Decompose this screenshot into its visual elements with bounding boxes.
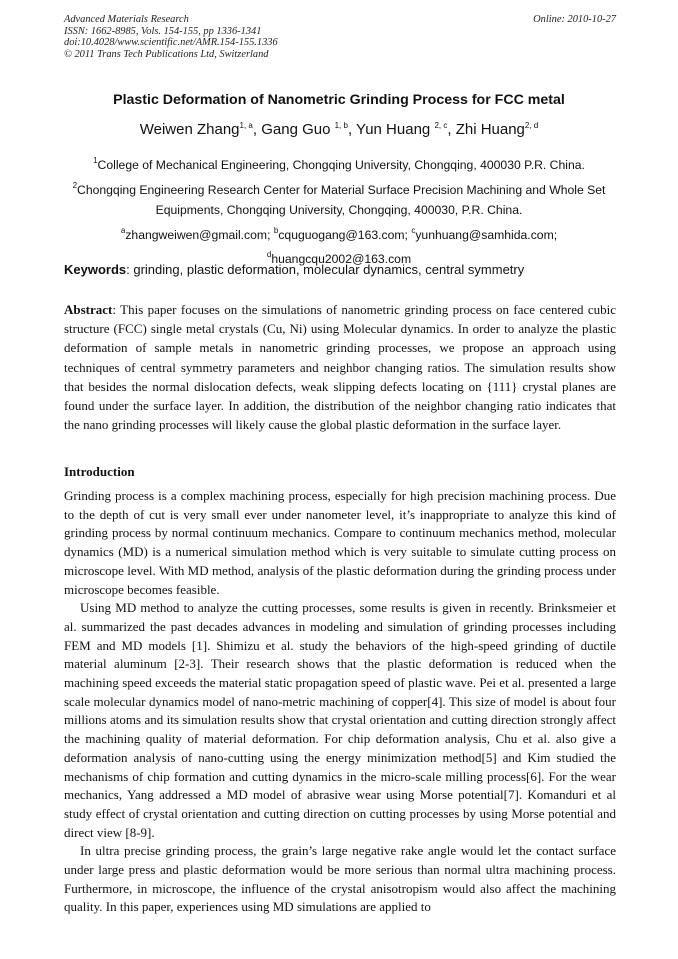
author-sup: 2, d <box>524 121 539 130</box>
affiliation-1 <box>40 151 638 176</box>
email-link[interactable]: zhangweiwen@gmail.com <box>125 227 268 242</box>
email-sup: b <box>273 225 279 235</box>
keywords <box>64 262 616 277</box>
section-heading: Introduction <box>64 464 135 479</box>
paper-title: Plastic Deformation of Nanometric Grinding Process for FCC metal <box>113 92 565 108</box>
email-link[interactable]: cquguogang@163.com <box>278 227 405 242</box>
abstract-label: Abstract <box>64 302 113 317</box>
paragraph: Grinding process is a complex machining process, especially for high precision machining process. Due to the depth of cut is very small ever under nanometer level, it’s inappropriate to analyze this kind of grinding process by normal continuum mechanics. Compare to continuum mechanics method, molecular dynamics (MD) is a numerical simulation method which is very suitable to simulate cutting process on microscope level. With MD method, analysis of the plastic deformation during the grinding process under microscope becomes feasible. <box>64 488 616 597</box>
author-name: Zhi Huang <box>455 121 525 138</box>
affiliation-text: College of Mechanical Engineering, Chongqing University, Chongqing, 400030 P.R. China. <box>97 158 585 172</box>
journal-header <box>64 14 616 60</box>
online-date: Online: 2010-10-27 <box>533 14 616 25</box>
email-link[interactable]: huangcqu2002@163.com <box>271 252 412 266</box>
email-sup: a <box>120 225 126 235</box>
paragraph: In ultra precise grinding process, the grain’s large negative rake angle would let the contact surface under large press and plastic deformation would be more serious than normal ultra machining process. Furthermore, in microscope, the influence of the crystal anisotropism would also affect the machining quality. In this paper, experiences using MD simulations are applied to <box>64 843 616 915</box>
affiliation-sup: 1 <box>93 156 98 165</box>
author-sup: 1, a <box>239 121 253 130</box>
author-sup: 2, c <box>434 121 448 130</box>
affiliation-sup: 2 <box>72 180 78 190</box>
author-list: Weiwen Zhang$^{1, a}$, Gang Guo $^{1, b}$, Yun Huang $^{2, c}$, Zhi Huang$^{2, d}$ <box>139 121 539 138</box>
affiliations <box>40 151 638 270</box>
abstract <box>64 300 616 434</box>
email-line: $^a$zhangweiwen@gmail.com; $^b$cquguogang@163.com; $^c$yunhuang@samhida.com; <box>120 225 558 242</box>
journal-name: Advanced Materials Research <box>64 14 189 25</box>
journal-doi: doi:10.4028/www.scientific.net/AMR.154-155.1336 <box>64 37 278 49</box>
author-name: Gang Guo <box>261 121 331 138</box>
abstract-text: : This paper focuses on the simulations of nanometric grinding process on face centered cubic structure (FCC) single metal crystals (Cu, Ni) using Molecular dynamics. In order to analyze the plastic deformation of sample metals in nanometric grinding processes, we propose an approach using techniques of central symmetry parameters and neighbor changing ratios. The simulation results show that besides the normal dislocation defects, weak slipping defects locating on {111} crystal planes are found under the surface layer. In addition, the distribution of the neighbor changing ratio indicates that the nano grinding processes will likely cause the global plastic deformation in the surface layer. <box>64 302 616 433</box>
journal-issn: ISSN: 1662-8985, Vols. 154-155, pp 1336-1341 <box>64 25 262 37</box>
author-sup: 1, b <box>334 121 348 130</box>
email-sup: d <box>266 250 272 259</box>
author-name: Weiwen Zhang <box>139 121 240 138</box>
email-link[interactable]: yunhuang@samhida.com <box>415 227 554 242</box>
paragraph: Using MD method to analyze the cutting processes, some results is given in recently. Brinksmeier et al. summarized the past decades advances in modeling and simulation of grinding processes including FEM and MD models [1]. Shimizu et al. study the behaviors of the high-speed grinding of ductile material aluminum [2-3]. Their research shows that the plastic deformation is reduced when the machining speed exceeds the material static propagation speed of plastic wave. Pei et al. presented a large scale molecular dynamics model of nano-metric machining of copper[4]. This size of model is about four millions atoms and its simulation results show that crystal orientation and cutting direction strongly affect the machining quality of material deformation. For chip deformation analysis, Chu et al. also give a deformation analysis of nano-cutting using the energy minimization method[5] and Kim studied the mechanisms of chip formation and cutting dynamics in the micro-scale milling process[6]. For the wear mechanics, Yang addressed a MD model of abrasive wear using Morse potential[7]. Komanduri et al study effect of crystal orientation and cutting direction on cutting processes by using Morse potential and direct view [8-9]. <box>64 600 616 840</box>
email-sup: c <box>411 225 416 235</box>
journal-copyright: © 2011 Trans Tech Publications Ltd, Switzerland <box>64 48 269 60</box>
affiliation-text: Chongqing Engineering Research Center for Material Surface Precision Machining and Whole Set Equipments, Chongqing University, Chongqing, 400030, P.R. China. <box>77 182 606 217</box>
affiliation-2 <box>40 176 638 221</box>
keywords-text: : grinding, plastic deformation, molecular dynamics, central symmetry <box>126 262 525 277</box>
introduction-body <box>64 487 616 917</box>
keywords-label: Keywords <box>64 262 127 277</box>
author-name: Yun Huang <box>356 121 431 138</box>
